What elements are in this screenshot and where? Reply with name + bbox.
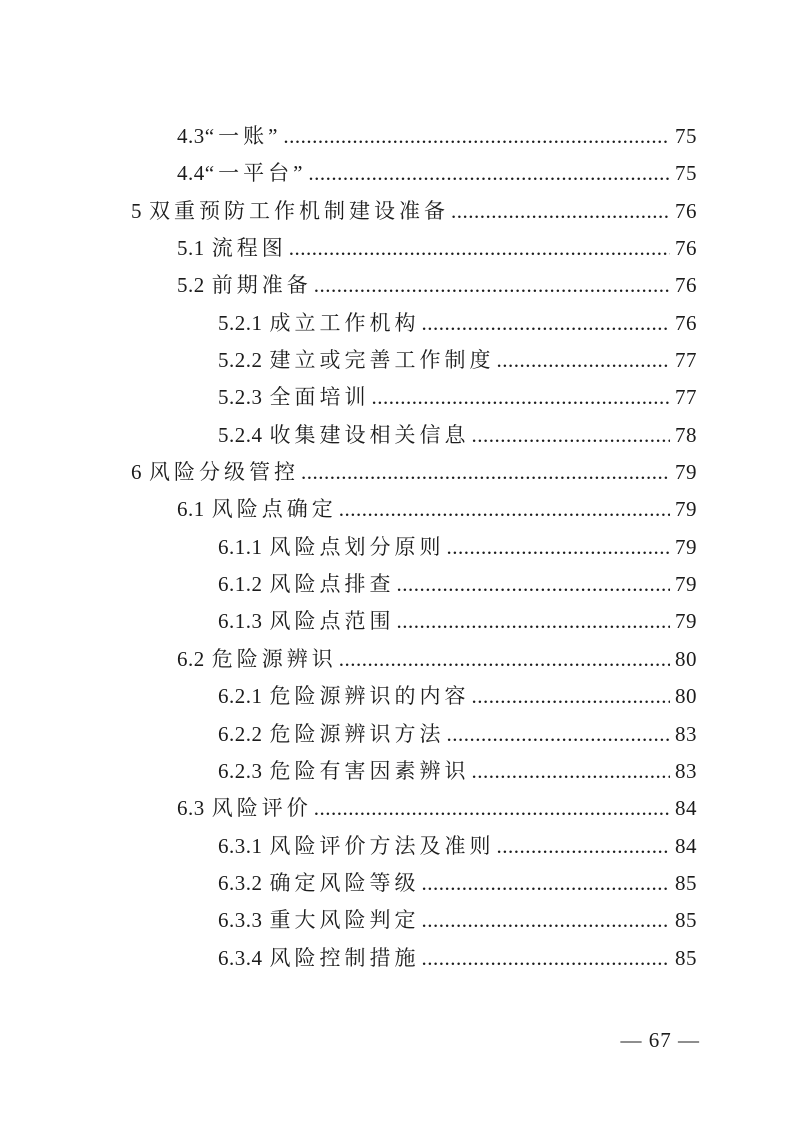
toc-entry-page: 76 (675, 273, 697, 298)
toc-entry (218, 678, 697, 715)
toc-entry (177, 491, 697, 528)
toc-entry-page: 77 (675, 385, 697, 410)
toc-entry-title: 确定风险等级 (269, 870, 420, 895)
toc-entry-number: 6.1.1 (218, 534, 263, 559)
toc-entry-page: 84 (675, 833, 697, 858)
toc-entry-title: 危险源辨识 (211, 646, 337, 671)
dot-leader (447, 529, 671, 566)
toc-entry-number: 6.2.2 (218, 721, 263, 746)
toc-entry (218, 529, 697, 566)
dot-leader (314, 267, 670, 304)
toc-entry-page: 83 (675, 721, 697, 746)
toc-entry-title: 风险点划分原则 (269, 534, 445, 559)
toc-entry-page: 76 (675, 236, 697, 261)
toc-entry (131, 193, 697, 230)
dot-leader (472, 417, 671, 454)
toc-entry-number: 6.2.3 (218, 758, 263, 783)
toc-entry-number: 6 (131, 460, 142, 485)
toc-entry-page: 83 (675, 758, 697, 783)
toc-entry-title: 全面培训 (269, 385, 370, 410)
dot-leader (397, 603, 671, 640)
toc-entry-number: 6.3.4 (218, 945, 263, 970)
dot-leader (497, 342, 671, 379)
toc-entry-page: 85 (675, 870, 697, 895)
toc-entry (177, 790, 697, 827)
toc-entry-title: 风险点排查 (269, 572, 395, 597)
toc-entry-number: 5.2 (177, 273, 205, 298)
toc-entry-title: 风险点确定 (211, 497, 337, 522)
dot-leader (422, 305, 671, 342)
toc-entry-page: 78 (675, 422, 697, 447)
toc-entry-title: 危险源辨识的内容 (269, 684, 470, 709)
toc-entry-number: 5.2.1 (218, 310, 263, 335)
toc-entry (218, 902, 697, 939)
toc-entry-page: 76 (675, 198, 697, 223)
dot-leader (497, 828, 671, 865)
toc-entry-number: 5.1 (177, 236, 205, 261)
toc-entry (177, 118, 697, 155)
toc-entry-number: 5.2.3 (218, 385, 263, 410)
dot-leader (289, 230, 670, 267)
toc-entry (177, 267, 697, 304)
toc-entry-number: 6.3.1 (218, 833, 263, 858)
dot-leader (472, 678, 671, 715)
toc-entry-title: 危险源辨识方法 (269, 721, 445, 746)
toc-entry (218, 305, 697, 342)
toc-entry (218, 566, 697, 603)
toc-entry (218, 865, 697, 902)
dot-leader (422, 902, 671, 939)
dot-leader (422, 940, 671, 977)
page-footer-number: — 67 — (620, 1028, 700, 1052)
toc-entry-title: 建立或完善工作制度 (269, 348, 495, 373)
toc-entry-title: 流程图 (211, 236, 287, 261)
toc-entry (218, 379, 697, 416)
toc-entry-title: 前期准备 (211, 273, 312, 298)
toc-entry-page: 79 (675, 572, 697, 597)
toc-entry-title: 风险分级管控 (149, 460, 299, 485)
toc-entry-title: “一平台” (204, 161, 307, 186)
toc-entry (218, 417, 697, 454)
toc-entry-number: 6.1.3 (218, 609, 263, 634)
toc-entry (177, 230, 697, 267)
toc-entry (218, 828, 697, 865)
dot-leader (283, 118, 670, 155)
toc-entry-title: 成立工作机构 (269, 310, 420, 335)
toc-entry (177, 641, 697, 678)
dot-leader (472, 753, 671, 790)
toc-entry-page: 77 (675, 348, 697, 373)
toc-entry-title: 风险点范围 (269, 609, 395, 634)
toc-entry-number: 6.3.3 (218, 908, 263, 933)
dot-leader (339, 641, 670, 678)
dot-leader (397, 566, 671, 603)
dot-leader (451, 193, 670, 230)
toc-entry-title: 重大风险判定 (269, 908, 420, 933)
dot-leader (308, 155, 670, 192)
toc-entry-page: 85 (675, 945, 697, 970)
toc-entry-page: 84 (675, 796, 697, 821)
toc-entry-page: 79 (675, 534, 697, 559)
toc-entry (131, 454, 697, 491)
toc-entry-page: 79 (675, 609, 697, 634)
toc-entry-title: 双重预防工作机制建设准备 (149, 198, 449, 223)
toc-entry (218, 603, 697, 640)
dot-leader (422, 865, 671, 902)
toc-entry-page: 80 (675, 684, 697, 709)
toc-entry (218, 940, 697, 977)
toc-entry-title: “一账” (204, 124, 282, 148)
toc-entry-number: 6.3 (177, 796, 205, 821)
toc-entry-number: 5 (131, 198, 142, 223)
toc-entry (218, 753, 697, 790)
toc-entry-page: 79 (675, 460, 697, 485)
toc-entry-page: 80 (675, 646, 697, 671)
toc-entry-page: 76 (675, 310, 697, 335)
toc-entry-title: 风险评价方法及准则 (269, 833, 495, 858)
toc-entry (177, 155, 697, 192)
toc-entry-number: 4.3 (177, 124, 205, 148)
dot-leader (372, 379, 671, 416)
toc-entry-number: 6.2.1 (218, 684, 263, 709)
dot-leader (301, 454, 670, 491)
toc-entry-page: 75 (675, 124, 697, 148)
toc-entry-title: 危险有害因素辨识 (269, 758, 470, 783)
dot-leader (314, 790, 670, 827)
dot-leader (339, 491, 670, 528)
toc-entry-title: 风险评价 (211, 796, 312, 821)
toc-entry-number: 6.1.2 (218, 572, 263, 597)
toc-entry-title: 风险控制措施 (269, 945, 420, 970)
toc-entry-number: 5.2.4 (218, 422, 263, 447)
table-of-contents (131, 118, 697, 977)
toc-entry-number: 5.2.2 (218, 348, 263, 373)
toc-entry (218, 342, 697, 379)
toc-entry-title: 收集建设相关信息 (269, 422, 470, 447)
toc-entry-number: 6.2 (177, 646, 205, 671)
toc-entry-number: 6.1 (177, 497, 205, 522)
toc-entry (218, 716, 697, 753)
toc-entry-number: 4.4 (177, 161, 205, 186)
toc-entry-page: 85 (675, 908, 697, 933)
toc-entry-page: 75 (675, 161, 697, 186)
dot-leader (447, 716, 671, 753)
toc-entry-number: 6.3.2 (218, 870, 263, 895)
toc-entry-page: 79 (675, 497, 697, 522)
